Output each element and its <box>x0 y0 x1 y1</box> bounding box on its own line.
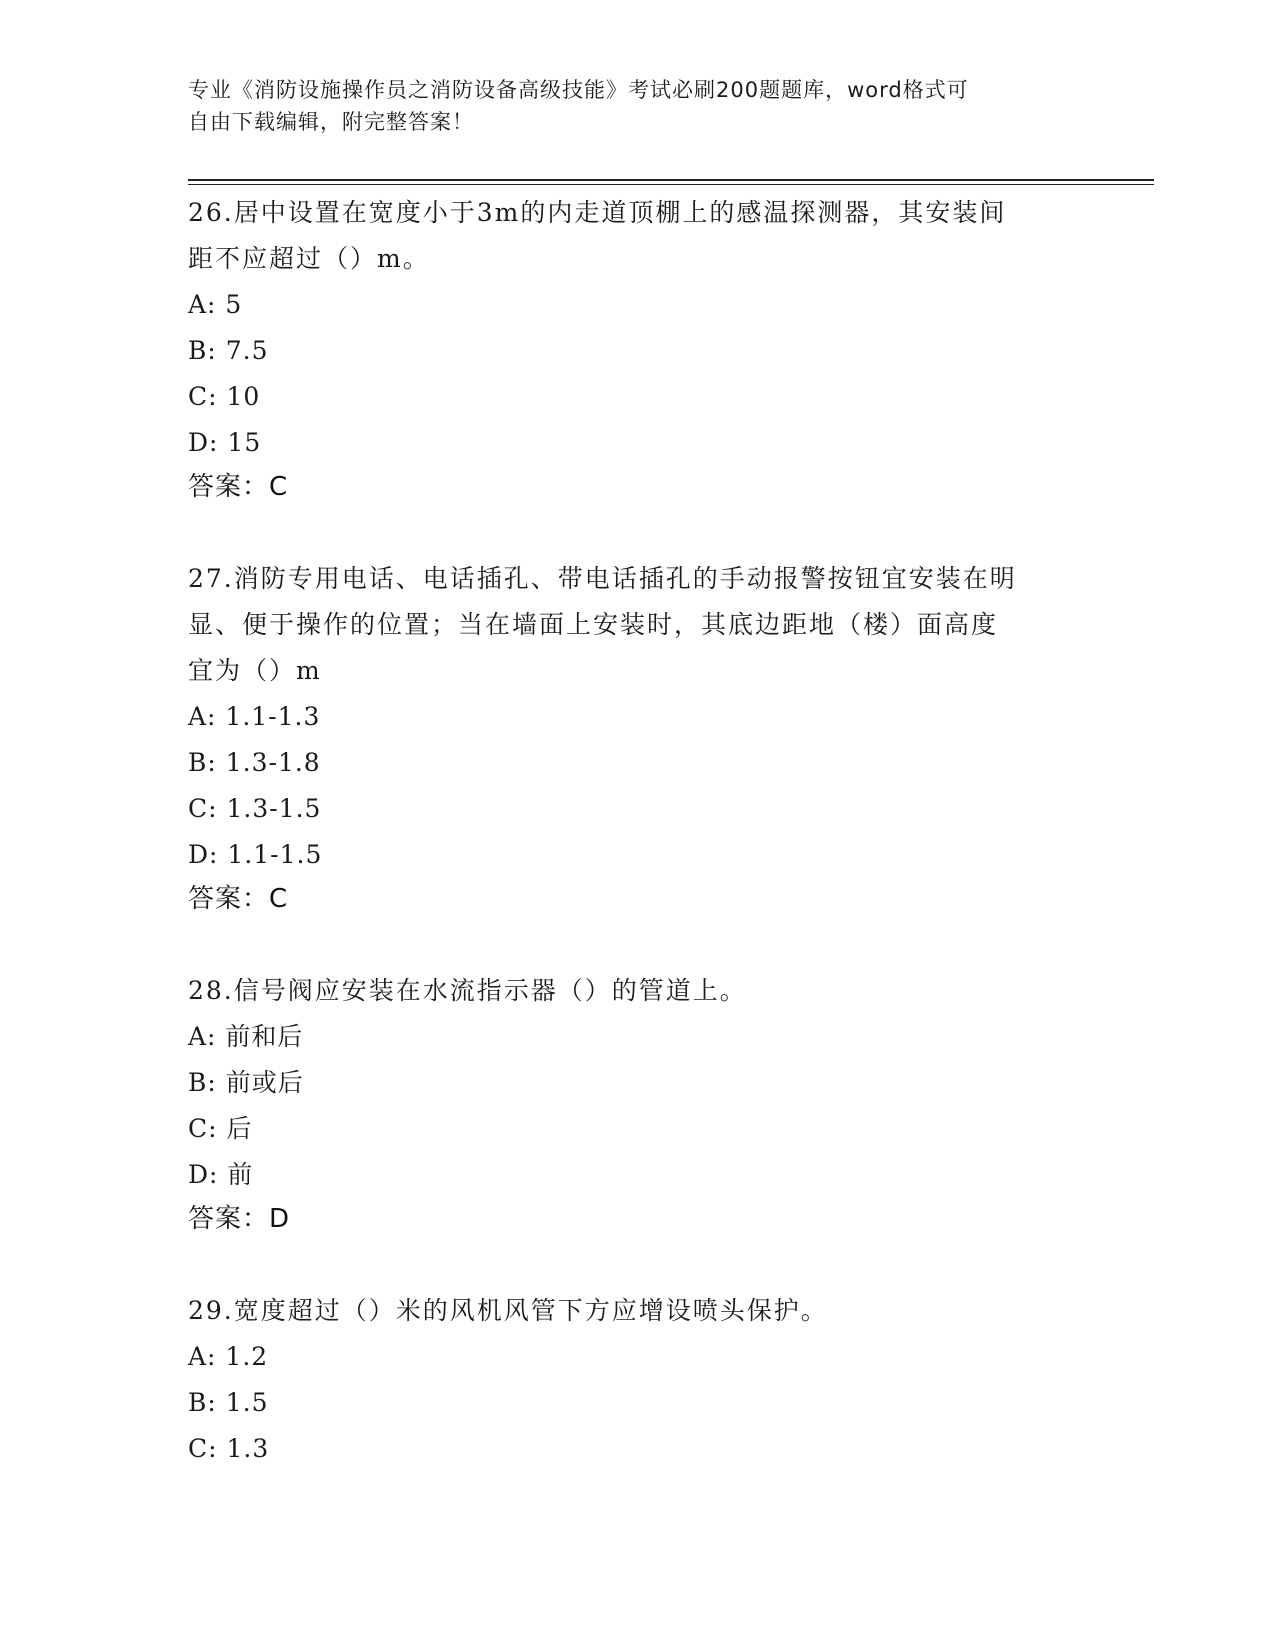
option-b: B: 前或后 <box>188 1068 304 1097</box>
question-stem-line: 显、便于操作的位置；当在墙面上安装时，其底边距地（楼）面高度 <box>188 610 999 639</box>
option-b: B: 1.3-1.8 <box>188 748 321 777</box>
question-stem-line: 26.居中设置在宽度小于3m的内走道顶棚上的感温探测器，其安装间 <box>188 198 1007 227</box>
question-stem-line: 29.宽度超过（）米的风机风管下方应增设喷头保护。 <box>188 1296 828 1325</box>
question-spacer <box>188 920 1088 968</box>
document-header <box>188 74 1068 138</box>
answer: 答案：C <box>188 884 289 914</box>
answer: 答案：D <box>188 1204 291 1234</box>
answer: 答案：C <box>188 472 289 502</box>
question-28 <box>188 968 1088 1240</box>
question-spacer <box>188 508 1088 556</box>
question-list <box>188 190 1088 1472</box>
option-a: A: 前和后 <box>188 1022 304 1051</box>
option-b: B: 7.5 <box>188 336 269 365</box>
question-stem-line: 距不应超过（）m。 <box>188 244 430 273</box>
question-spacer <box>188 1240 1088 1288</box>
option-d: D: 前 <box>188 1160 254 1189</box>
option-c: C: 1.3 <box>188 1434 270 1463</box>
header-divider-thick <box>188 179 1154 181</box>
header-divider-thin <box>188 184 1154 185</box>
question-stem-line: 28.信号阀应安装在水流指示器（）的管道上。 <box>188 976 747 1005</box>
question-stem-line: 27.消防专用电话、电话插孔、带电话插孔的手动报警按钮宜安装在明 <box>188 564 1017 593</box>
option-c: C: 10 <box>188 382 261 411</box>
header-line-2: 自由下载编辑，附完整答案！ <box>188 110 474 134</box>
option-c: C: 1.3-1.5 <box>188 794 322 823</box>
option-b: B: 1.5 <box>188 1388 269 1417</box>
option-a: A: 1.1-1.3 <box>188 702 321 731</box>
question-stem-line: 宜为（）m <box>188 656 322 685</box>
option-d: D: 1.1-1.5 <box>188 840 323 869</box>
option-a: A: 1.2 <box>188 1342 269 1371</box>
question-27 <box>188 556 1088 920</box>
option-c: C: 后 <box>188 1114 253 1143</box>
question-26 <box>188 190 1088 508</box>
option-d: D: 15 <box>188 428 262 457</box>
header-line-1: 专业《消防设施操作员之消防设备高级技能》考试必刷200题题库，word格式可 <box>188 78 969 102</box>
option-a: A: 5 <box>188 290 243 319</box>
question-29 <box>188 1288 1088 1472</box>
